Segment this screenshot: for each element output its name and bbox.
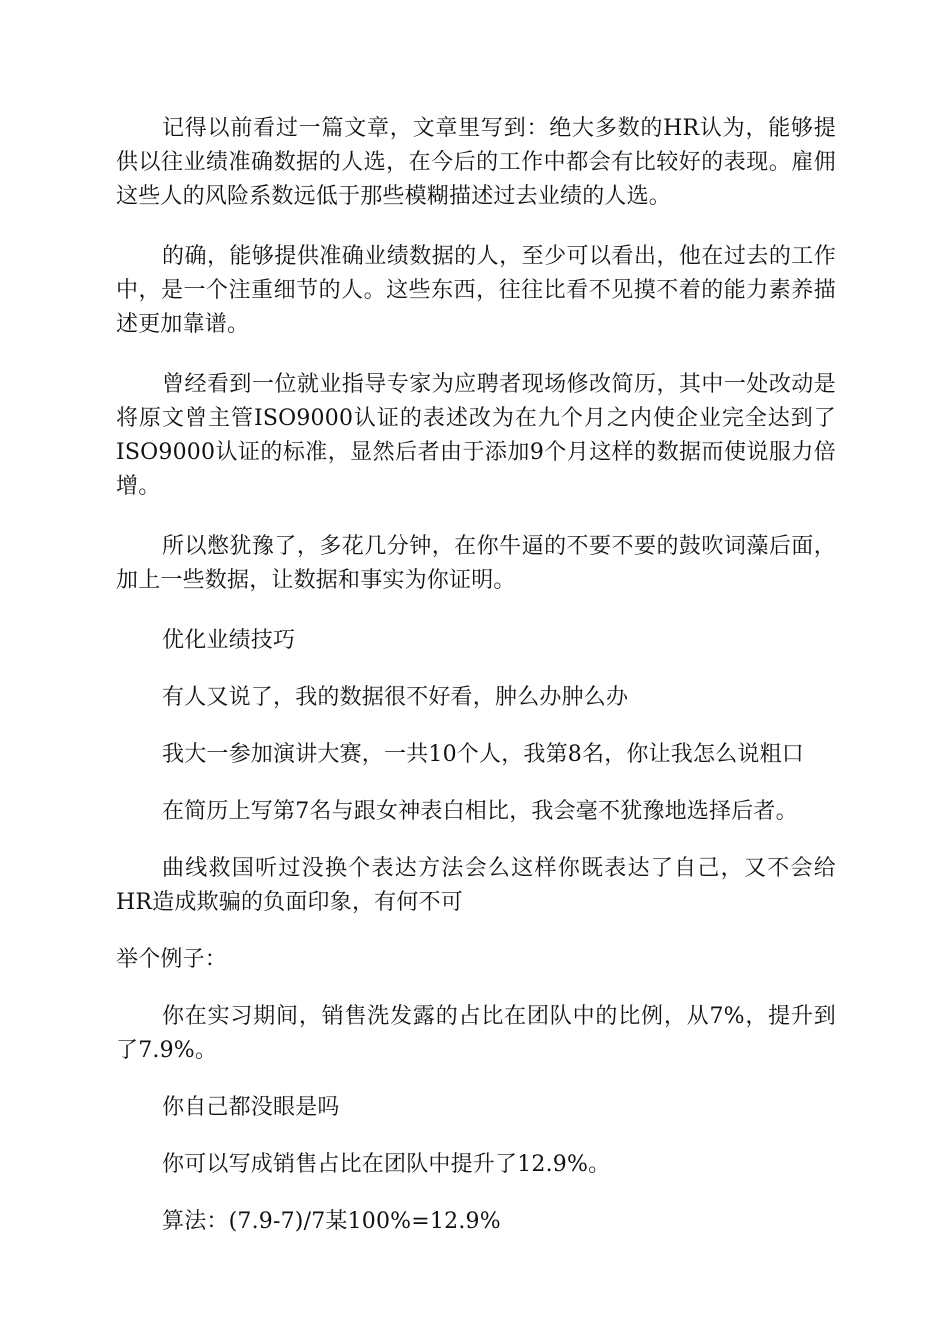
paragraph-no-eye: 你自己都没眼是吗 <box>162 1095 340 1120</box>
paragraph-formula: 算法：(7.9-7)/7某100%=12.9% <box>162 1209 501 1234</box>
paragraph-shampoo-sales: 你在实习期间，销售洗发露的占比在团队中的比例，从7%，提升到了7.9%。 <box>116 1004 836 1063</box>
paragraph-bad-data: 有人又说了，我的数据很不好看，肿么办肿么办 <box>162 685 629 710</box>
paragraph-add-data: 所以憋犹豫了，多花几分钟，在你牛逼的不要不要的鼓吹词藻后面，加上一些数据，让数据和事实为你证明。 <box>116 534 836 593</box>
paragraph-rewrite: 你可以写成销售占比在团队中提升了12.9%。 <box>162 1152 611 1177</box>
paragraph-hr-opinion: 记得以前看过一篇文章，文章里写到：绝大多数的HR认为，能够提供以往业绩准确数据的人选，在今后的工作中都会有比较好的表现。雇佣这些人的风险系数远低于那些模糊描述过去业绩的人选。 <box>116 116 836 209</box>
paragraph-example-intro: 举个例子： <box>116 947 228 972</box>
paragraph-express-differently: 曲线救国听过没换个表达方法会么这样你既表达了自己，又不会给HR造成欺骗的负面印象，有何不可 <box>116 856 836 915</box>
paragraph-iso9000-example: 曾经看到一位就业指导专家为应聘者现场修改简历，其中一处改动是将原文曾主管ISO9000认证的表述改为在九个月之内使企业完全达到了ISO9000认证的标准，显然后者由于添加9个月这样的数据而使说服力倍增。 <box>116 372 836 499</box>
paragraph-detail-oriented: 的确，能够提供准确业绩数据的人，至少可以看出，他在过去的工作中，是一个注重细节的人。这些东西，往往比看不见摸不着的能力素养描述更加靠谱。 <box>116 244 836 337</box>
paragraph-speech-contest: 我大一参加演讲大赛，一共10个人，我第8名，你让我怎么说粗口 <box>162 742 804 767</box>
document-body <box>116 112 836 1239</box>
paragraph-seventh-place: 在简历上写第7名与跟女神表白相比，我会毫不犹豫地选择后者。 <box>162 799 798 824</box>
section-heading-optimize: 优化业绩技巧 <box>162 628 296 653</box>
